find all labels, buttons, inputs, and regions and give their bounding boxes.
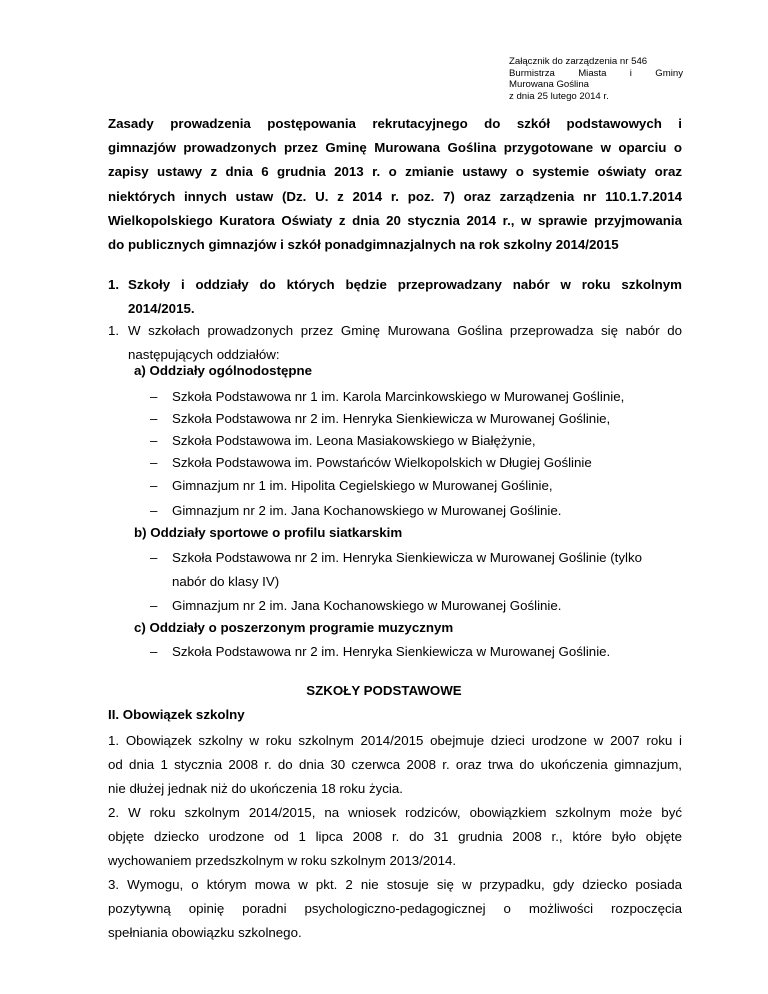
list-item-text: Gimnazjum nr 2 im. Jana Kochanowskiego w Murowanej Goślinie. bbox=[172, 598, 562, 613]
title-line: niektórych innych ustaw (Dz. U. z 2014 r. poz. 7) oraz zarządzenia nr 110.1.7.2014 bbox=[108, 188, 682, 204]
point-1 bbox=[108, 319, 682, 367]
paragraph-3 bbox=[108, 873, 682, 945]
annex-line-1: Załącznik do zarządzenia nr 546 bbox=[509, 56, 648, 67]
section-1-heading bbox=[108, 273, 682, 321]
dash-bullet: – bbox=[150, 433, 158, 448]
dash-bullet: – bbox=[150, 550, 158, 565]
section-heading-line: Szkoły i oddziały do których będzie przeprowadzany nabór w roku szkolnym bbox=[128, 277, 682, 292]
title-line: gimnazjów prowadzonych przez Gminę Murowana Goślina przygotowane w oparciu o bbox=[108, 140, 682, 156]
annex-line-3: Murowana Goślina bbox=[509, 79, 589, 91]
title-line: Zasady prowadzenia postępowania rekrutacyjnego do szkół podstawowych i bbox=[108, 116, 682, 131]
annex-line-4: z dnia 25 lutego 2014 r. bbox=[509, 91, 609, 103]
list-item-text: Szkoła Podstawowa nr 1 im. Karola Marcinkowskiego w Murowanej Goślinie, bbox=[172, 389, 625, 404]
section-number: 1. bbox=[108, 277, 120, 292]
paragraph-line: spełniania obowiązku szkolnego. bbox=[108, 925, 302, 940]
dash-bullet: – bbox=[150, 389, 158, 404]
paragraph-line: 1. Obowiązek szkolny w roku szkolnym 2014/2015 obejmuje dzieci urodzone w 2007 roku i bbox=[108, 733, 682, 748]
annex-line-2: Burmistrza Miasta i Gminy bbox=[509, 67, 683, 79]
title-line: zapisy ustawy z dnia 6 grudnia 2013 r. o zmianie ustawy o systemie oświaty oraz bbox=[108, 164, 682, 180]
paragraph-2 bbox=[108, 801, 682, 873]
list-item-text: Szkoła Podstawowa nr 2 im. Henryka Sienkiewicza w Murowanej Goślinie (tylko bbox=[172, 550, 643, 565]
schools-heading: SZKOŁY PODSTAWOWE bbox=[306, 683, 462, 698]
group-a-label: a) Oddziały ogólnodostępne bbox=[134, 363, 313, 378]
annex-note bbox=[509, 56, 683, 103]
dash-bullet: – bbox=[150, 478, 158, 493]
group-b-label: b) Oddziały sportowe o profilu siatkarskim bbox=[134, 525, 403, 540]
list-item-text: Szkoła Podstawowa nr 2 im. Henryka Sienkiewicza w Murowanej Goślinie, bbox=[172, 411, 611, 426]
dash-bullet: – bbox=[150, 644, 158, 659]
dash-bullet: – bbox=[150, 503, 158, 518]
paragraph-line: nie dłużej jednak niż do ukończenia 18 roku życia. bbox=[108, 781, 403, 796]
paragraph-line: 3. Wymogu, o którym mowa w pkt. 2 nie stosuje się w przypadku, gdy dziecko posiada bbox=[108, 877, 682, 892]
list-item-text: Szkoła Podstawowa im. Leona Masiakowskiego w Białężynie, bbox=[172, 433, 536, 448]
title-line: do publicznych gimnazjów i szkół ponadgimnazjalnych na rok szkolny 2014/2015 bbox=[108, 237, 619, 253]
list-item-text: Gimnazjum nr 1 im. Hipolita Cegielskiego w Murowanej Goślinie, bbox=[172, 478, 553, 493]
document-title bbox=[108, 112, 682, 257]
list-item-text: Gimnazjum nr 2 im. Jana Kochanowskiego w Murowanej Goślinie. bbox=[172, 503, 562, 518]
paragraph-line: objęte dziecko urodzone od 1 lipca 2008 r. do 31 grudnia 2008 r., które było objęte bbox=[108, 829, 682, 844]
dash-bullet: – bbox=[150, 598, 158, 613]
paragraph-line: 2. W roku szkolnym 2014/2015, na wniosek rodziców, obowiązkiem szkolnym może być bbox=[108, 805, 682, 820]
section-heading-line: 2014/2015. bbox=[128, 301, 195, 316]
dash-bullet: – bbox=[150, 455, 158, 470]
list-item-text: Szkoła Podstawowa im. Powstańców Wielkopolskich w Długiej Goślinie bbox=[172, 455, 592, 470]
group-c-label: c) Oddziały o poszerzonym programie muzycznym bbox=[134, 620, 454, 635]
paragraph-line: wychowaniem przedszkolnym w roku szkolnym 2013/2014. bbox=[108, 853, 457, 868]
point-line: następujących oddziałów: bbox=[128, 347, 280, 362]
point-number: 1. bbox=[108, 323, 120, 338]
dash-bullet: – bbox=[150, 411, 158, 426]
point-line: W szkołach prowadzonych przez Gminę Murowana Goślina przeprowadza się nabór do bbox=[128, 323, 682, 338]
title-line: Wielkopolskiego Kuratora Oświaty z dnia 20 stycznia 2014 r., w sprawie przyjmowania bbox=[108, 212, 682, 228]
paragraph-1 bbox=[108, 729, 682, 801]
section-2-heading: II. Obowiązek szkolny bbox=[108, 707, 245, 722]
list-item-text: nabór do klasy IV) bbox=[172, 574, 280, 589]
paragraph-line: pozytywną opinię poradni psychologiczno-pedagogicznej o możliwości rozpoczęcia bbox=[108, 901, 682, 916]
list-item-text: Szkoła Podstawowa nr 2 im. Henryka Sienkiewicza w Murowanej Goślinie. bbox=[172, 644, 611, 659]
paragraph-line: od dnia 1 stycznia 2008 r. do dnia 30 czerwca 2008 r. oraz trwa do ukończenia gimnazjum, bbox=[108, 757, 682, 772]
